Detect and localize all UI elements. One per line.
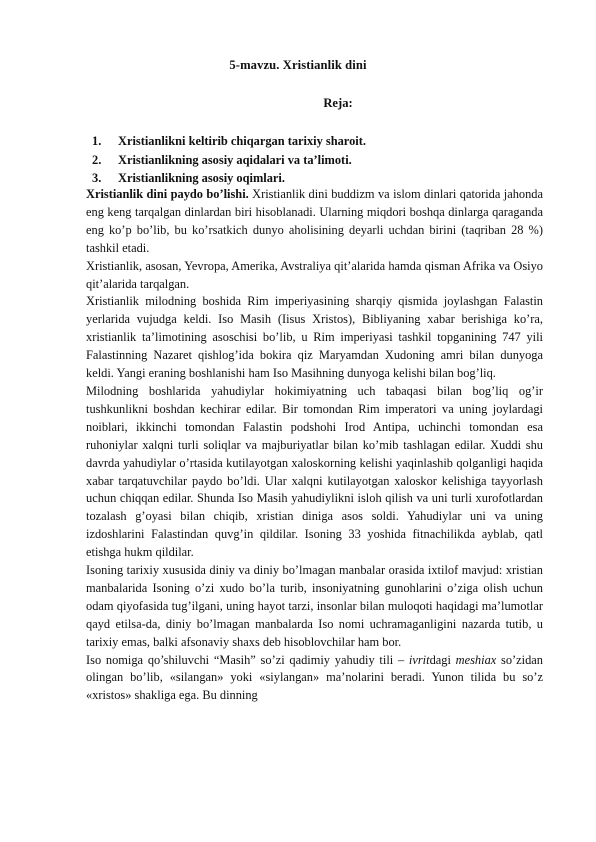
paragraph-text: so’zidan olingan bo’lib, «silangan» yoki «siylangan» ma’nolarini beradi. Yunon tilida bu so’z «xristos» shakliga ega. Bu dinning bbox=[86, 652, 543, 703]
plan-item-number: 3. bbox=[92, 171, 102, 185]
paragraph-spread: Xristianlik, asosan, Yevropa, Amerika, Avstraliya qit’alarida hamda qisman Afrika va Osiyo qit’alarida tarqalgan. bbox=[86, 258, 543, 291]
paragraph-text: dagi bbox=[429, 652, 456, 667]
paragraph-sources: Isoning tarixiy xususida diniy va diniy bo’lmagan manbalar orasida ixtilof mavjud: xristian manbalarida Isoning o’zi xudo bo’la turib, insoniyatning gunohlarini o’ziga olish uchun odam qiyofasida tug’ilgani, uning hayot tarzi, insonlar bilan muloqoti haqidagi ma’lumotlar qayd etilsa-da, diniy bo’lmagan manbalarda Iso nomi uchramaganligini nazarda tutib, u tarixiy emas, balki afsonaviy shaxs deb hisoblovchilar ham bor. bbox=[86, 563, 543, 649]
plan-heading: Reja: bbox=[323, 96, 353, 110]
paragraph-history: Milodning boshlarida yahudiylar hokimiyatning uch tabaqasi bilan bog’liq og’ir tushkunlikni boshdan kechirar edilar. Bir tomondan Rim imperatori va uning joylardagi noiblari, ikkinchi tomondan Falastin podshohi Irod Antipa, uchinchi tomondan esa ruhoniylar xalqni turli soliqlar va majburiyatlar bilan ko’mib tashlagan edilar. Xuddi shu davrda yahudiylar o’rtasida kutilayotgan xaloskorning kelishi yaqinlashib qolganligi haqida xabar tarqatuvchilar paydo bo’ldi. Ular xalqni kutilayotgan xaloskor kelishiga tayyorlash uchun chiqqan edilar. Shunda Iso Masih yahudiylikni isloh qilish va uni turli xurofotlardan tozalash g’oyasi bilan chiqib, xristian diniga asos soldi. Yahudiylar uni va uning izdoshlarini Falastindan quvg’in qildilar. Isoning 33 yoshida fitnachilikda ayblab, qatl etishga hukm qildilar. bbox=[86, 383, 543, 560]
plan-item-text: Xristianlikning asosiy oqimlari. bbox=[118, 171, 285, 185]
plan-item bbox=[92, 169, 366, 188]
plan-item-text: Xristianlikning asosiy aqidalari va ta’limoti. bbox=[118, 152, 352, 167]
italic-term: ivrit bbox=[408, 652, 430, 667]
section-lead-heading: Xristianlik dini paydo bo’lishi. bbox=[86, 187, 249, 201]
paragraph-intro bbox=[86, 186, 543, 258]
paragraph-origin: Xristianlik milodning boshida Rim imperiyasining sharqiy qismida joylashgan Falastin yerlarida vujudga keldi. Iso Masih (Iisus Xristos), Bibliyaning xabar berishiga ko’ra, xristianlik ta’limotining asoschisi bo’lib, u Rim imperiyasi tashkil topganining 747 yili Falastinning Nazaret qishlog’ida bokira qiz Maryamdan Xudoning amri bilan dunyoga keldi. Yangi eraning boshlanishi ham Iso Masihning dunyoga kelishi bilan bog’liq. bbox=[86, 294, 543, 381]
plan-item bbox=[92, 151, 366, 170]
plan-item-number: 2. bbox=[92, 152, 102, 167]
paragraph-name-origin bbox=[86, 652, 543, 706]
italic-term: meshiax bbox=[455, 652, 497, 667]
paragraph-text: Xristianlik dini buddizm va islom dinlari qatorida jahonda eng keng tarqalgan dinlardan biri hisoblanadi. Ularning miqdori boshqa dinlarga qaraganda eng ko’p bo’lib, bu ko’rsatkich dunyo aholisining deyarli uchdan birini (taqriban 28 %) tashkil etadi. bbox=[86, 187, 543, 255]
plan-item-number: 1. bbox=[92, 134, 102, 148]
paragraph-text: Iso nomiga qo’shiluvchi “Masih” so’zi qadimiy yahudiy tili – bbox=[86, 652, 409, 667]
plan-item-text: Xristianlikni keltirib chiqargan tarixiy sharoit. bbox=[118, 134, 366, 148]
plan-item bbox=[92, 132, 366, 151]
body-text bbox=[86, 186, 543, 705]
topic-title: 5-mavzu. Xristianlik dini bbox=[229, 58, 367, 72]
plan-list bbox=[92, 132, 366, 188]
